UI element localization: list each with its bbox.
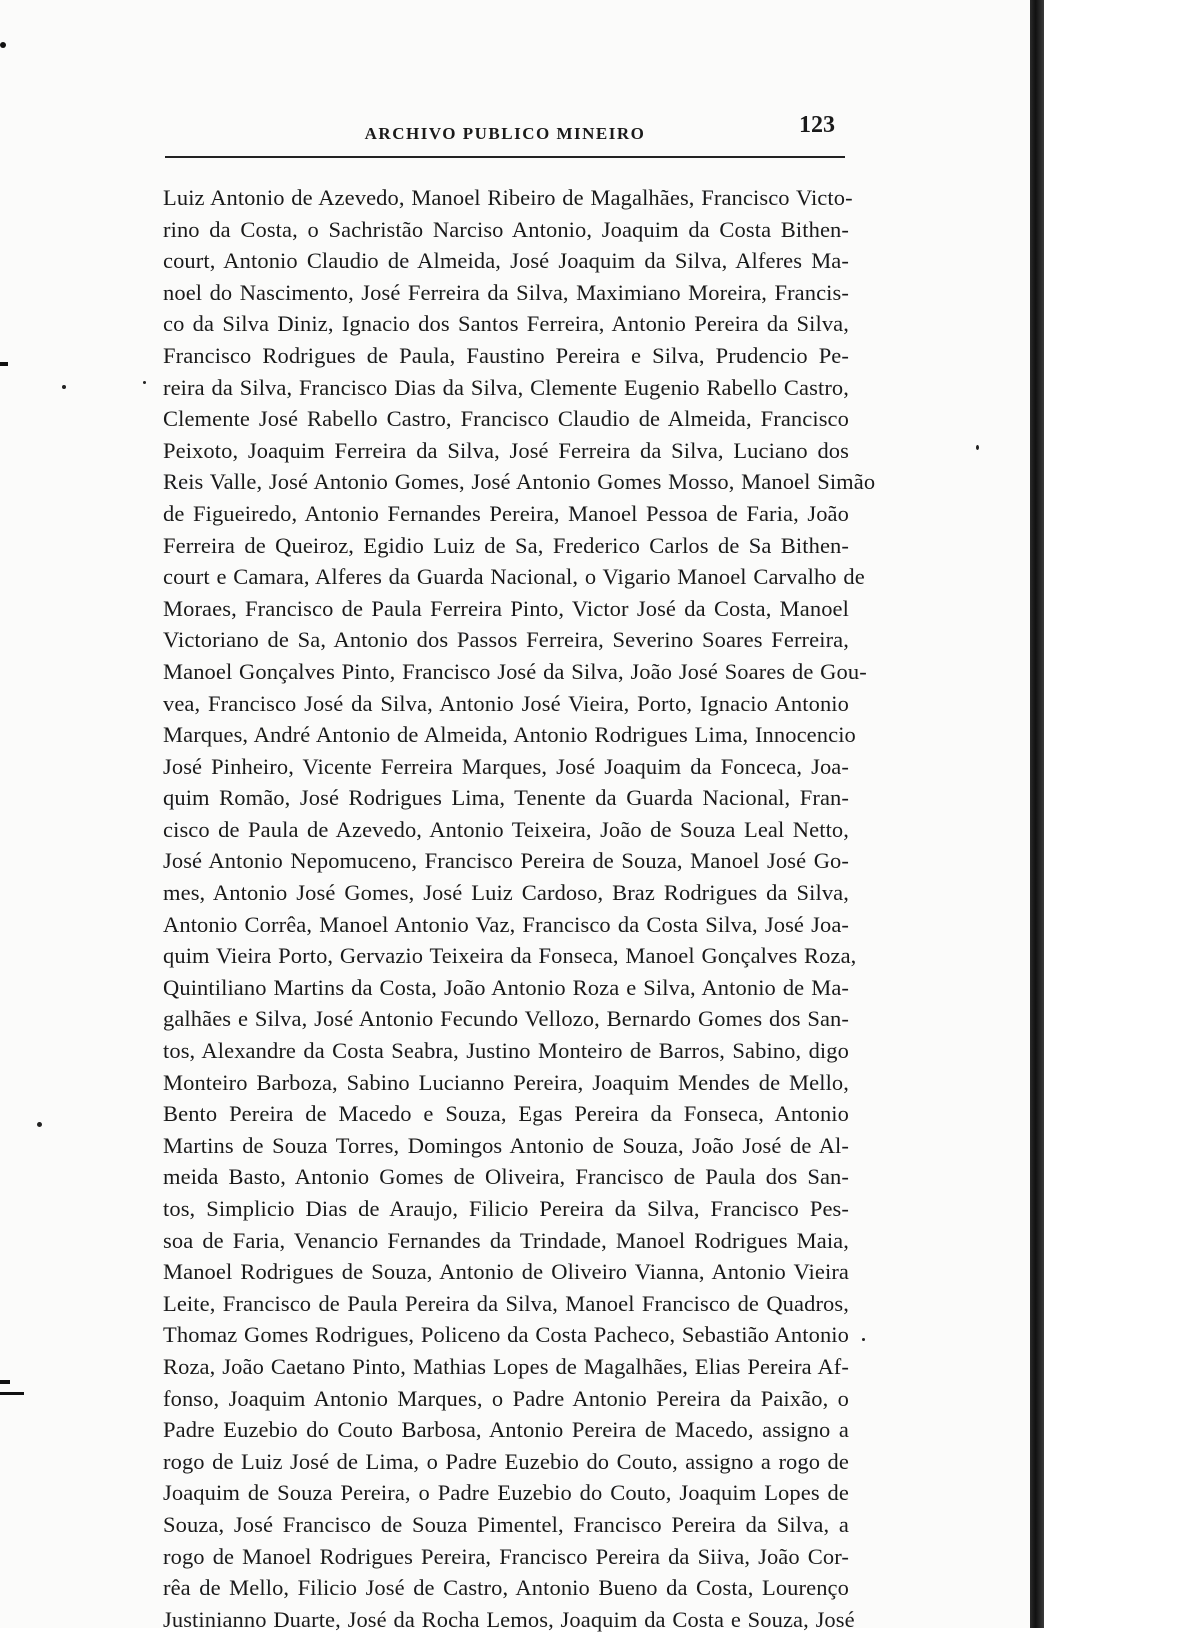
- text-line: Manoel Rodrigues de Souza, Antonio de Oliveiro Vianna, Antonio Vieira: [163, 1259, 849, 1285]
- text-line: mes, Antonio José Gomes, José Luiz Cardoso, Braz Rodrigues da Silva,: [163, 880, 849, 906]
- text-line: Souza, José Francisco de Souza Pimentel, Francisco Pereira da Silva, a: [163, 1511, 849, 1537]
- text-line: Thomaz Gomes Rodrigues, Policeno da Costa Pacheco, Sebastião Antonio: [163, 1322, 849, 1348]
- text-line: rêa de Mello, Filicio José de Castro, Antonio Bueno da Costa, Lourenço: [163, 1575, 849, 1601]
- text-line: Marques, André Antonio de Almeida, Antonio Rodrigues Lima, Innocencio: [163, 722, 856, 748]
- scan-speck: [37, 1122, 42, 1127]
- text-line: quim Vieira Porto, Gervazio Teixeira da Fonseca, Manoel Gonçalves Roza,: [163, 943, 857, 969]
- text-line: meida Basto, Antonio Gomes de Oliveira, Francisco de Paula dos San-: [163, 1164, 849, 1190]
- header-rule: [165, 156, 845, 158]
- binding-edge: [1030, 0, 1044, 1628]
- scan-speck: [976, 445, 979, 450]
- text-line: Peixoto, Joaquim Ferreira da Silva, José Ferreira da Silva, Luciano dos: [163, 437, 849, 463]
- text-line: Moraes, Francisco de Paula Ferreira Pinto, Victor José da Costa, Manoel: [163, 595, 849, 621]
- page-number: 123: [799, 112, 835, 138]
- text-line: soa de Faria, Venancio Fernandes da Trindade, Manoel Rodrigues Maia,: [163, 1227, 849, 1253]
- text-line: Victoriano de Sa, Antonio dos Passos Ferreira, Severino Soares Ferreira,: [163, 627, 849, 653]
- text-line: Luiz Antonio de Azevedo, Manoel Ribeiro de Magalhães, Francisco Victo-: [163, 185, 853, 210]
- text-line: Quintiliano Martins da Costa, João Antonio Roza e Silva, Antonio de Ma-: [163, 974, 849, 1000]
- text-line: Justinianno Duarte, José da Rocha Lemos, Joaquim da Costa e Souza, José: [163, 1606, 855, 1632]
- text-line: Roza, João Caetano Pinto, Mathias Lopes de Magalhães, Elias Pereira Af-: [163, 1353, 849, 1379]
- text-line: Manoel Gonçalves Pinto, Francisco José da Silva, João José Soares de Gou-: [163, 658, 867, 684]
- text-line: José Antonio Nepomuceno, Francisco Pereira de Souza, Manoel José Go-: [163, 848, 849, 874]
- text-line: court e Camara, Alferes da Guarda Nacional, o Vigario Manoel Carvalho de: [163, 564, 865, 590]
- running-head: ARCHIVO PUBLICO MINEIRO: [364, 124, 646, 143]
- text-line: reira da Silva, Francisco Dias da Silva, Clemente Eugenio Rabello Castro,: [163, 374, 849, 400]
- text-line: Reis Valle, José Antonio Gomes, José Antonio Gomes Mosso, Manoel Simão: [163, 469, 876, 495]
- text-line: Leite, Francisco de Paula Pereira da Silva, Manoel Francisco de Quadros,: [163, 1290, 849, 1316]
- text-line: court, Antonio Claudio de Almeida, José Joaquim da Silva, Alferes Ma-: [163, 248, 849, 274]
- text-line: de Figueiredo, Antonio Fernandes Pereira, Manoel Pessoa de Faria, João: [163, 500, 849, 526]
- scan-speck: [62, 385, 66, 389]
- binding-margin: [1044, 0, 1180, 1628]
- text-line: Antonio Corrêa, Manoel Antonio Vaz, Francisco da Costa Silva, José Joa-: [163, 911, 849, 937]
- text-line: co da Silva Diniz, Ignacio dos Santos Ferreira, Antonio Pereira da Silva,: [163, 311, 849, 337]
- text-line: vea, Francisco José da Silva, Antonio José Vieira, Porto, Ignacio Antonio: [163, 690, 849, 716]
- page-header: [165, 112, 845, 162]
- text-line: fonso, Joaquim Antonio Marques, o Padre Antonio Pereira da Paixão, o: [163, 1385, 849, 1411]
- body-text: [163, 182, 876, 1635]
- text-line: Padre Euzebio do Couto Barbosa, Antonio Pereira de Macedo, assigno a: [163, 1417, 849, 1443]
- text-line: noel do Nascimento, José Ferreira da Silva, Maximiano Moreira, Francis-: [163, 279, 849, 305]
- text-line: tos, Alexandre da Costa Seabra, Justino Monteiro de Barros, Sabino, digo: [163, 1038, 849, 1064]
- scan-speck: [143, 381, 146, 384]
- text-line: Joaquim de Souza Pereira, o Padre Euzebio do Couto, Joaquim Lopes de: [163, 1480, 849, 1506]
- text-line: Monteiro Barboza, Sabino Lucianno Pereira, Joaquim Mendes de Mello,: [163, 1069, 849, 1095]
- text-line: Martins de Souza Torres, Domingos Antonio de Souza, João José de Al-: [163, 1132, 849, 1158]
- text-line: quim Romão, José Rodrigues Lima, Tenente da Guarda Nacional, Fran-: [163, 785, 849, 811]
- text-line: tos, Simplicio Dias de Araujo, Filicio Pereira da Silva, Francisco Pes-: [163, 1196, 849, 1221]
- text-line: cisco de Paula de Azevedo, Antonio Teixeira, João de Souza Leal Netto,: [163, 816, 849, 842]
- scan-mark-lower: [0, 1380, 10, 1384]
- text-line: galhães e Silva, José Antonio Fecundo Vellozo, Bernardo Gomes dos San-: [163, 1006, 849, 1032]
- text-line: rogo de Luiz José de Lima, o Padre Euzebio do Couto, assigno a rogo de: [163, 1448, 849, 1474]
- scan-speck: [862, 1338, 865, 1341]
- scan-mark-bottom: [0, 1392, 24, 1395]
- text-line: rogo de Manoel Rodrigues Pereira, Francisco Pereira da Siiva, João Cor-: [163, 1543, 849, 1569]
- scan-mark-mid: [0, 362, 8, 366]
- scan-mark-top: [0, 42, 6, 48]
- text-line: Bento Pereira de Macedo e Souza, Egas Pereira da Fonseca, Antonio: [163, 1101, 849, 1127]
- text-line: José Pinheiro, Vicente Ferreira Marques, José Joaquim da Fonceca, Joa-: [163, 753, 849, 779]
- text-line: Francisco Rodrigues de Paula, Faustino Pereira e Silva, Prudencio Pe-: [163, 342, 849, 368]
- text-line: Ferreira de Queiroz, Egidio Luiz de Sa, Frederico Carlos de Sa Bithen-: [163, 532, 849, 558]
- text-line: Clemente José Rabello Castro, Francisco Claudio de Almeida, Francisco: [163, 406, 849, 432]
- text-line: rino da Costa, o Sachristão Narciso Antonio, Joaquim da Costa Bithen-: [163, 216, 849, 242]
